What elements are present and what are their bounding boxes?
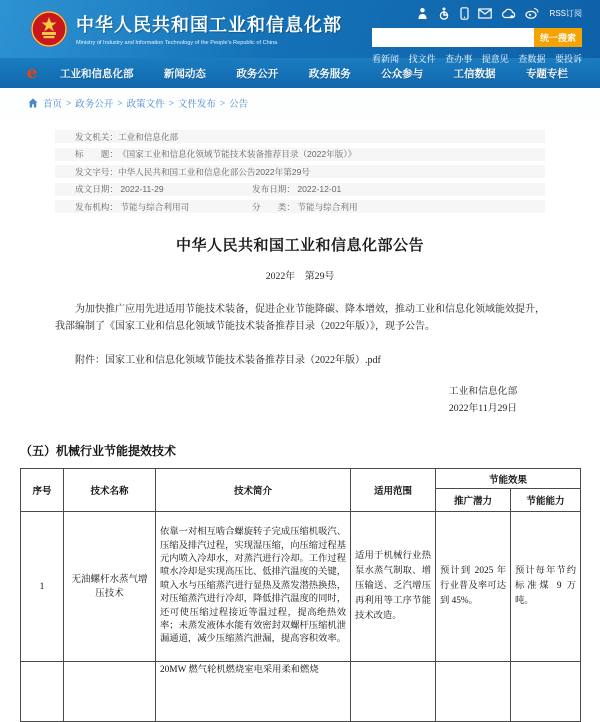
breadcrumb-separator: > (219, 98, 226, 108)
announcement-paragraph: 为加快推广应用先进适用节能技术装备，促进企业节能降碳、降本增效，推动工业和信息化领域能效提升，我部编制了《国家工业和信息化领域节能技术装备推荐目录（2022年版）》，现予公告。 (55, 304, 545, 332)
meta-row-dates (55, 183, 545, 196)
col-header-no: 序号 (21, 469, 64, 512)
table-row (21, 512, 581, 662)
quick-links (372, 52, 582, 65)
meta-label: 标 题： (75, 149, 118, 159)
national-emblem (30, 10, 68, 48)
nav-item-miit[interactable]: 工业和信息化部 (60, 67, 134, 80)
announcement-number: 2022年 第29号 (265, 271, 335, 282)
site-header (0, 0, 600, 64)
breadcrumb-separator: > (168, 98, 174, 108)
breadcrumb-separator: > (117, 98, 123, 108)
cell-tech-intro: 依靠一对相互啮合螺旋转子完成压缩机吸汽、压缩及排汽过程，实现湿压缩，向压缩过程基元内喷入冷却水，对蒸汽进行冷却。工作过程喷水冷却是实现高压比、低排汽温度的关键，喷入水与压缩蒸汽进行显热及蒸发潜热换热，对压缩蒸汽进行冷却，降低排汽温度的同时，还可使压缩过程接近等温过程，提高绝热效率；未蒸发液体水能有效密封双螺杆压缩机泄漏通道，减少压缩蒸汽泄漏，提高容积效率。 (156, 512, 351, 662)
breadcrumb-home[interactable]: 首页 (43, 99, 63, 110)
search-input[interactable] (372, 28, 534, 47)
quick-link-complaint[interactable]: 要投诉 (554, 54, 582, 64)
meta-row-doc-number (55, 165, 545, 178)
meta-value: 工业和信息化部 (117, 131, 179, 142)
share-cloud-icon[interactable] (501, 8, 516, 19)
quick-link-data[interactable]: 查数据 (518, 54, 546, 64)
technology-table (20, 468, 581, 722)
meta-row-issuing-agency (55, 130, 545, 143)
quick-link-feedback[interactable]: 提意见 (481, 54, 509, 64)
announcement-title: 中华人民共和国工业和信息化部公告 (175, 237, 424, 254)
meta-value: 节能与综合利用司 (120, 201, 190, 212)
search-button[interactable]: 统一搜索 (534, 28, 582, 47)
meta-label: 发布日期： (252, 184, 295, 194)
site-subtitle: Ministry of Industry and Information Technology of the People's Republic of China (76, 40, 278, 46)
breadcrumb-doc-release[interactable]: 文件发布 (177, 99, 216, 110)
quick-link-news[interactable]: 看新闻 (372, 54, 400, 64)
nav-item-data[interactable]: 工信数据 (453, 67, 496, 80)
col-header-name: 技术名称 (64, 469, 156, 512)
breadcrumb-separator: > (66, 98, 72, 108)
table-row-partial (21, 662, 581, 722)
cell-potential (436, 662, 511, 722)
accessibility-icon[interactable] (438, 7, 451, 20)
col-header-scope: 适用范围 (351, 469, 436, 512)
weibo-icon[interactable] (525, 7, 539, 19)
meta-row-publisher (55, 200, 545, 213)
nav-item-gov-open[interactable]: 政务公开 (236, 67, 279, 80)
breadcrumb-announcement[interactable]: 公告 (229, 99, 249, 110)
miit-logo-icon: e (25, 62, 39, 84)
col-header-capacity: 节能能力 (511, 489, 581, 512)
cell-scope (351, 662, 436, 722)
rss-link[interactable]: RSS订阅 (549, 8, 582, 18)
col-header-effect: 节能效果 (436, 469, 581, 489)
meta-value: 节能与综合利用 (297, 201, 358, 212)
attachment-pdf-link[interactable]: 附件：国家工业和信息化领域节能技术装备推荐目录（2022年版）.pdf (75, 355, 381, 366)
col-header-potential: 推广潜力 (436, 489, 511, 512)
meta-label: 分 类： (252, 201, 295, 212)
mobile-icon[interactable] (460, 7, 469, 20)
meta-label: 成文日期： (75, 184, 118, 194)
quick-link-services[interactable]: 查办事 (445, 54, 473, 64)
meta-label: 发文字号： (75, 166, 118, 177)
section-heading: （五）机械行业节能提效技术 (20, 444, 177, 458)
breadcrumb-gov-open[interactable]: 政务公开 (75, 99, 114, 110)
signature-agency: 工业和信息化部 (448, 386, 518, 397)
nav-item-special[interactable]: 专题专栏 (525, 67, 568, 80)
cell-tech-intro: 20MW 燃气轮机燃烧室电采用柔和燃烧 (156, 662, 351, 722)
meta-label: 发布机构： (75, 201, 118, 212)
signature-block (428, 383, 538, 417)
document-meta (55, 130, 545, 213)
nav-item-gov-service[interactable]: 政务服务 (308, 67, 351, 80)
meta-value: 2022-12-01 (297, 184, 342, 194)
cell-scope: 适用于机械行业热泵水蒸气制取、增压输送、乏汽增压再利用等工序节能技术改造。 (351, 512, 436, 662)
sign-language-icon[interactable] (416, 7, 429, 20)
cell-tech-name (64, 662, 156, 722)
site-title: 中华人民共和国工业和信息化部 (76, 15, 342, 35)
breadcrumb-policy-docs[interactable]: 政策文件 (126, 99, 165, 110)
meta-label: 发文机关： (75, 131, 118, 142)
quick-link-documents[interactable]: 找文件 (408, 54, 436, 64)
cell-capacity (511, 662, 581, 722)
utility-icon-row (372, 4, 582, 22)
cell-potential: 预计到 2025 年行业普及率可达到 45%。 (436, 512, 511, 662)
signature-date: 2022年11月29日 (448, 403, 518, 414)
mail-icon[interactable] (478, 8, 492, 19)
meta-value: 中华人民共和国工业和信息化部公告2022年第29号 (117, 166, 310, 177)
cell-serial-number (21, 662, 64, 722)
meta-value: 2022-11-29 (120, 184, 164, 194)
cell-capacity: 预计每年节约标准煤 9 万吨。 (511, 512, 581, 662)
cell-tech-name: 无油螺杆水蒸气增压技术 (64, 512, 156, 662)
cell-serial-number: 1 (21, 512, 64, 662)
nav-item-news[interactable]: 新闻动态 (163, 67, 206, 80)
meta-value: 《国家工业和信息化领域节能技术装备推荐目录（2022年版）》 (117, 149, 357, 159)
nav-item-participation[interactable]: 公众参与 (381, 67, 424, 80)
breadcrumb (0, 88, 600, 118)
col-header-intro: 技术简介 (156, 469, 351, 512)
home-icon (28, 98, 38, 108)
meta-row-title (55, 148, 545, 161)
